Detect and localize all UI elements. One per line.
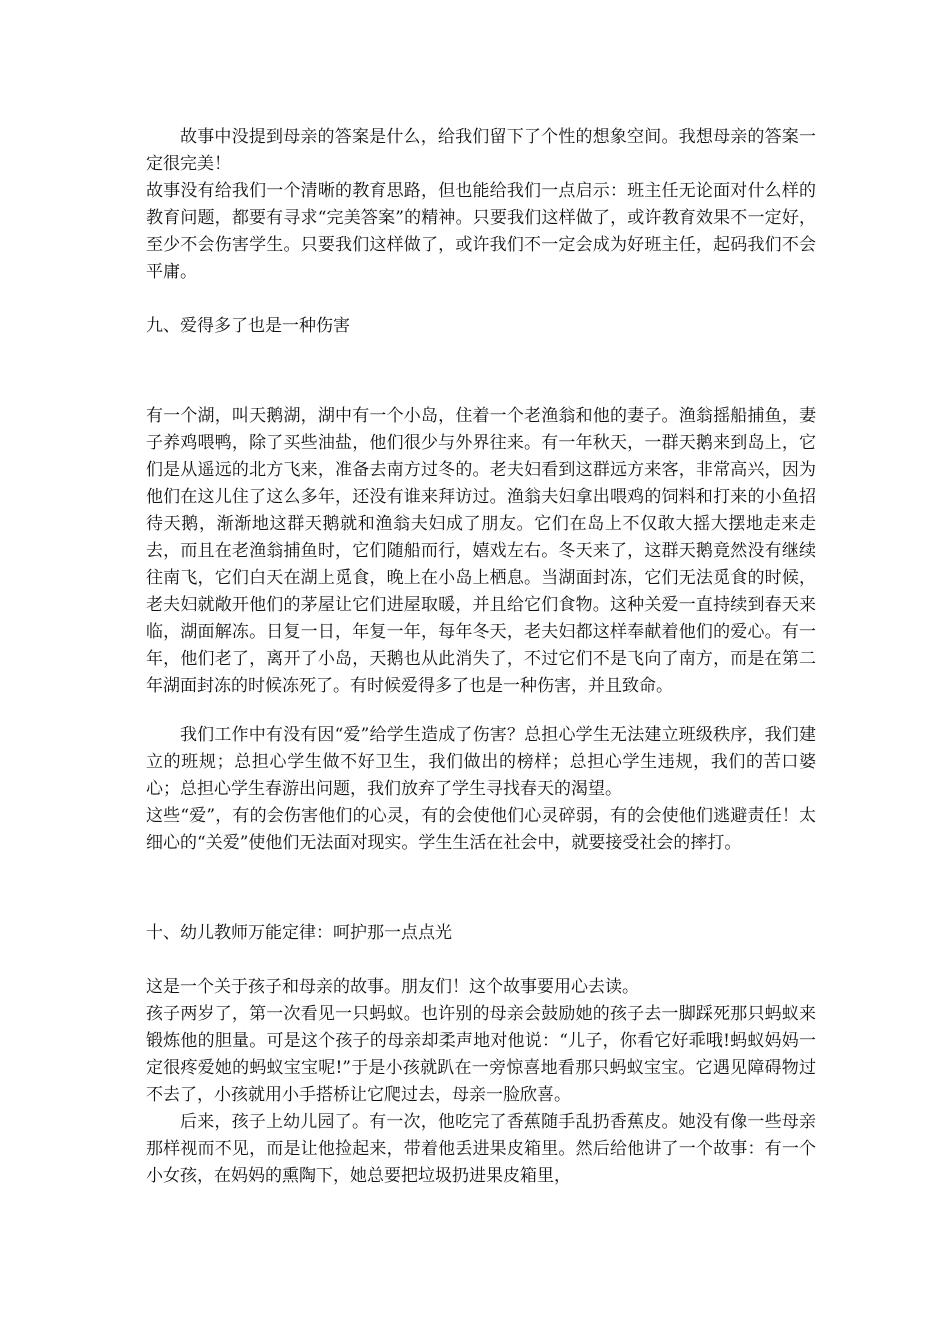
spacer bbox=[146, 286, 816, 313]
section-heading-ten: 十、幼儿教师万能定律：呵护那一点点光 bbox=[146, 923, 452, 943]
paragraph-love-consequences: 这些“爱”，有的会伤害他们的心灵，有的会使他们心灵碎弱，有的会使他们逃避责任！太细心的“关爱”使他们无法面对现实。学生生活在社会中，就要接受社会的摔打。 bbox=[146, 806, 816, 853]
spacer bbox=[146, 857, 816, 920]
spacer bbox=[146, 700, 816, 722]
spacer bbox=[146, 340, 816, 403]
paragraph-mother-answer: 故事中没提到母亲的答案是什么，给我们留下了个性的想象空间。我想母亲的答案一定很完美！ bbox=[146, 127, 816, 174]
paragraph-perfect-answer-lesson: 故事没有给我们一个清晰的教育思路，但也能给我们一点启示：班主任无论面对什么样的教育问题，都要有寻求“完美答案”的精神。只要我们这样做了，或许教育效果不一定好，至少不会伤害学生。只要我们这样做了，或许我们不一定会成为好班主任，起码我们不会平庸。 bbox=[146, 181, 816, 282]
paragraph-ant-story: 孩子两岁了，第一次看见一只蚂蚁。也许别的母亲会鼓励她的孩子去一脚踩死那只蚂蚁来锻炼他的胆量。可是这个孩子的母亲却柔声地对他说：“儿子，你看它好乖哦!蚂蚁妈妈一定很疼爱她的蚂蚁宝宝呢!”于是小孩就趴在一旁惊喜地看那只蚂蚁宝宝。它遇见障碍物过不去了，小孩就用小手搭桥让它爬过去，母亲一脸欣喜。 bbox=[146, 1004, 816, 1105]
spacer bbox=[146, 947, 816, 974]
paragraph-child-mother-intro: 这是一个关于孩子和母亲的故事。朋友们！这个故事要用心去读。 bbox=[146, 977, 639, 997]
document-body bbox=[146, 124, 816, 1190]
paragraph-love-harm-question: 我们工作中有没有因“爱”给学生造成了伤害？总担心学生无法建立班级秩序，我们建立的班规；总担心学生做不好卫生，我们做出的榜样；总担心学生违规，我们的苦口婆心；总担心学生春游出问题，我们放弃了学生寻找春天的渴望。 bbox=[146, 725, 816, 799]
paragraph-swan-lake-story: 有一个湖，叫天鹅湖，湖中有一个小岛，住着一个老渔翁和他的妻子。渔翁摇船捕鱼，妻子养鸡喂鸭，除了买些油盐，他们很少与外界往来。有一年秋天，一群天鹅来到岛上，它们是从遥远的北方飞来，准备去南方过冬的。老夫妇看到这群远方来客，非常高兴，因为他们在这儿住了这么多年，还没有谁来拜访过。渔翁夫妇拿出喂鸡的饲料和打来的小鱼招待天鹅，渐渐地这群天鹅就和渔翁夫妇成了朋友。它们在岛上不仅敢大摇大摆地走来走去，而且在老渔翁捕鱼时，它们随船而行，嬉戏左右。冬天来了，这群天鹅竟然没有继续往南飞，它们白天在湖上觅食，晚上在小岛上栖息。当湖面封冻，它们无法觅食的时候，老夫妇就敞开他们的茅屋让它们进屋取暖，并且给它们食物。这种关爱一直持续到春天来临，湖面解冻。日复一日，年复一年，每年冬天，老夫妇都这样奉献着他们的爱心。有一年，他们老了，离开了小岛，天鹅也从此消失了，不过它们不是飞向了南方，而是在第二年湖面封冻的时候冻死了。有时候爱得多了也是一种伤害，并且致命。 bbox=[146, 406, 816, 696]
paragraph-banana-peel-story: 后来，孩子上幼儿园了。有一次，他吃完了香蕉随手乱扔香蕉皮。她没有像一些母亲那样视而不见，而是让他捡起来，带着他丢进果皮箱里。然后给他讲了一个故事：有一个小女孩，在妈妈的熏陶下，她总要把垃圾扔进果皮箱里， bbox=[146, 1112, 816, 1186]
section-heading-nine: 九、爱得多了也是一种伤害 bbox=[146, 316, 350, 336]
